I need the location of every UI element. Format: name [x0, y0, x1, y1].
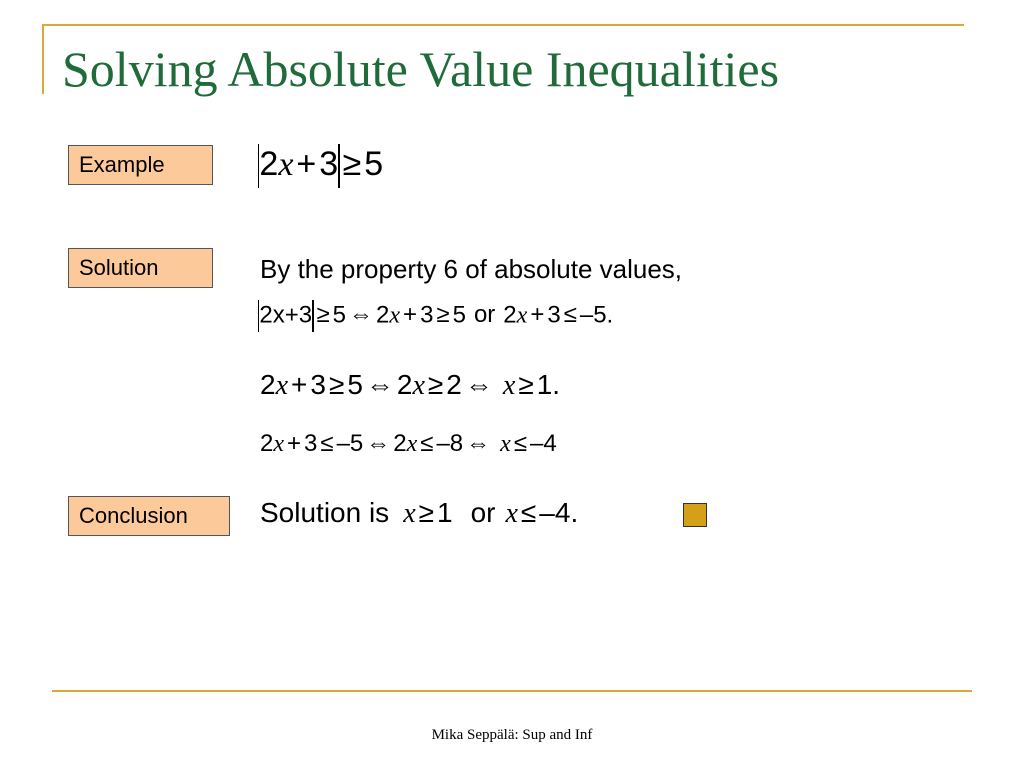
coef: 2 [393, 430, 407, 457]
solution-line-2 [260, 369, 560, 402]
qed-square-icon [683, 503, 707, 527]
conclusion-text: Solution is [260, 497, 390, 528]
variable-x: x [505, 498, 518, 529]
coef: 2 [260, 369, 276, 400]
variable-x: x [403, 498, 416, 529]
footer-divider [52, 690, 972, 692]
constant: 3 [319, 144, 339, 183]
slide-footer: Mika Seppälä: Sup and Inf [431, 727, 593, 743]
iff-sign: ⇔ [366, 430, 391, 457]
leq-sign: ≤ [420, 430, 434, 457]
variable-x: x [406, 431, 418, 457]
slide-title: Solving Absolute Value Inequalities [62, 41, 780, 97]
variable-x: x [516, 302, 528, 329]
variable-x: x [502, 370, 516, 401]
constant: 3 [547, 301, 561, 329]
solution-line-3 [260, 430, 557, 458]
example-inequality [258, 144, 383, 188]
rhs-value: 5 [364, 144, 384, 183]
variable-x: x [278, 145, 294, 183]
left-border-line [42, 24, 44, 94]
value: –4 [529, 430, 557, 457]
solution-intro: By the property 6 of absolute values, [260, 254, 683, 284]
geq-sign: ≥ [342, 144, 362, 183]
value: 5 [332, 301, 347, 329]
value: –8 [436, 430, 464, 457]
geq-sign: ≥ [418, 497, 434, 528]
example-label: Example [68, 145, 213, 185]
geq-sign: ≥ [518, 369, 534, 400]
constant: 3 [310, 369, 326, 400]
value: –5 [336, 430, 364, 457]
coef: 2 [259, 144, 279, 183]
value: 5 [452, 301, 466, 329]
coef: 2 [503, 301, 517, 329]
iff-sign: ⇔ [349, 301, 374, 329]
leq-sign: ≤ [520, 497, 537, 528]
solution-line-1 [258, 300, 613, 332]
value: 2 [446, 369, 462, 400]
conclusion-label: Conclusion [68, 496, 230, 536]
plus-sign: + [403, 301, 418, 329]
constant: 3 [420, 301, 434, 329]
value: 5 [347, 369, 363, 400]
value: –4. [539, 497, 579, 528]
leq-sign: ≤ [320, 430, 334, 457]
or-word: or [470, 497, 496, 528]
plus-sign: + [291, 369, 308, 400]
leq-sign: ≤ [513, 430, 527, 457]
iff-sign: ⇔ [365, 369, 394, 400]
plus-sign: + [296, 144, 317, 183]
plus-sign: + [530, 301, 545, 329]
leq-sign: ≤ [563, 301, 577, 329]
value: 1 [437, 497, 453, 528]
abs-content: 2x+3 [259, 301, 313, 329]
coef: 2 [260, 430, 274, 457]
geq-sign: ≥ [427, 369, 444, 400]
plus-sign: + [287, 430, 302, 457]
constant: 3 [304, 430, 318, 457]
geq-sign: ≥ [328, 369, 345, 400]
coef: 2 [396, 369, 413, 400]
variable-x: x [273, 431, 285, 457]
iff-sign: ⇔ [466, 430, 491, 457]
top-border-line [42, 24, 964, 26]
value: –5. [579, 301, 614, 329]
geq-sign: ≥ [316, 301, 330, 329]
value: 1. [536, 369, 561, 400]
variable-x: x [412, 370, 425, 401]
conclusion-statement [260, 497, 578, 530]
variable-x: x [500, 431, 511, 457]
solution-label: Solution [68, 248, 213, 288]
or-word: or [473, 301, 496, 329]
coef: 2 [376, 301, 390, 329]
variable-x: x [275, 370, 289, 401]
geq-sign: ≥ [436, 301, 450, 329]
iff-sign: ⇔ [464, 369, 493, 400]
variable-x: x [389, 302, 401, 329]
